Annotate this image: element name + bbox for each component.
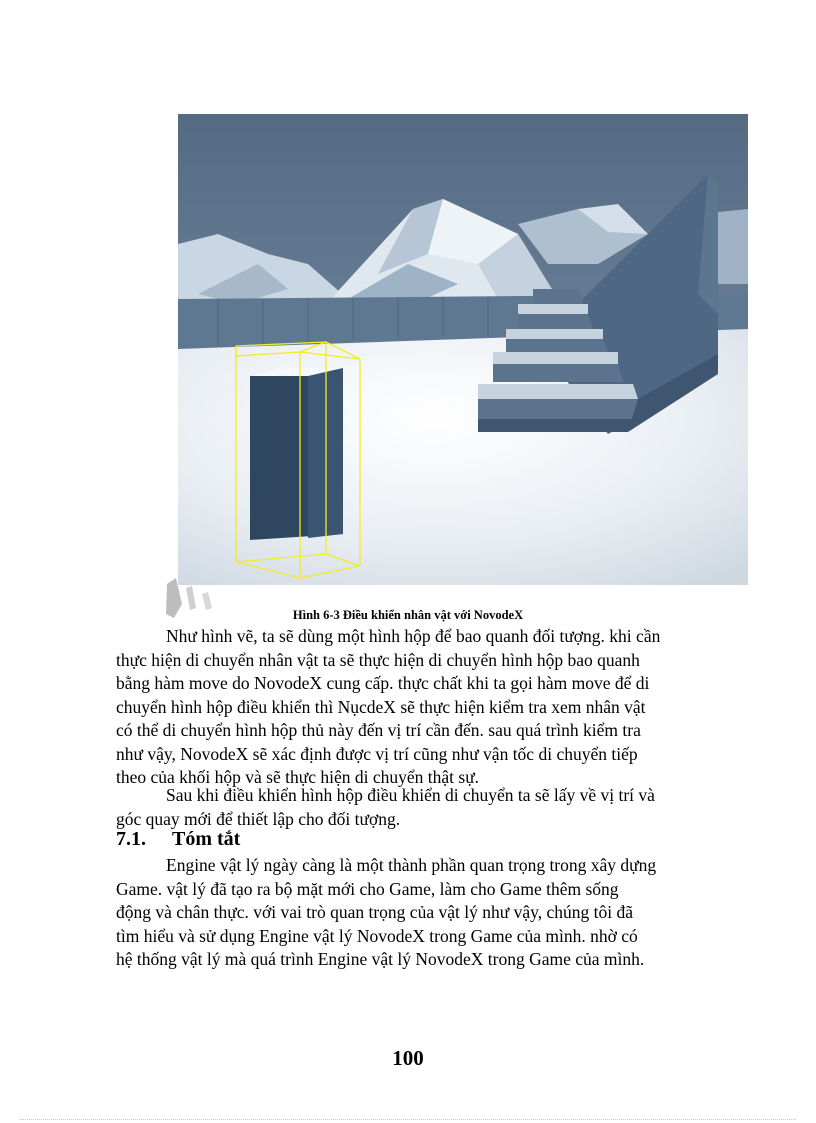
paragraph-line: như vậy, NovodeX sẽ xác định được vị trí cũng như vận tốc di chuyển tiếp — [116, 743, 638, 764]
paragraph-line: theo của khối hộp và sẽ thực hiện di chuyển thật sự. — [116, 767, 480, 787]
paragraph-3 — [116, 854, 698, 972]
section-heading — [116, 828, 240, 851]
section-number: 7.1. — [116, 828, 146, 850]
paragraph-line: Game. vật lý đã tạo ra bộ mặt mới cho Game, làm cho Game thêm sống — [116, 878, 619, 899]
3d-scene-image — [178, 114, 748, 585]
paragraph-line: bằng hàm move do NovodeX cung cấp. thực chất khi ta gọi hàm move để di — [116, 673, 650, 693]
paragraph-line: Sau khi điều khiển hình hộp điều khiển di chuyển ta sẽ lấy về vị trí và — [166, 785, 655, 805]
section-title: Tóm tắt — [172, 828, 241, 850]
paragraph-line: Engine vật lý ngày càng là một thành phần quan trọng trong xây dựng — [166, 855, 657, 875]
paragraph-line: thực hiện di chuyển nhân vật ta sẽ thực hiện di chuyển hình hộp bao quanh — [116, 649, 640, 670]
paragraph-line: tìm hiểu và sử dụng Engine vật lý NovodeX trong Game của mình. nhờ có — [116, 925, 638, 946]
paragraph-line: hệ thống vật lý mà quá trình Engine vật lý NovodeX trong Game của mình. — [116, 949, 645, 969]
figure-3d-scene — [178, 114, 748, 585]
box-character — [250, 368, 343, 540]
paragraph-line: động và chân thực. với vai trò quan trọng của vật lý như vậy, chúng tôi đã — [116, 902, 633, 922]
paragraph-line: chuyển hình hộp điều khiển thì NụcdeX sẽ thực hiện kiểm tra xem nhân vật — [116, 696, 646, 717]
page-number: 100 — [392, 1046, 424, 1070]
paragraph-1 — [116, 625, 698, 790]
paragraph-line: có thể di chuyển hình hộp thủ này đến vị trí cần đến. sau quá trình kiểm tra — [116, 720, 641, 740]
paragraph-line: góc quay mới để thiết lập cho đối tượng. — [116, 808, 401, 829]
paragraph-line: Như hình vẽ, ta sẽ dùng một hình hộp để bao quanh đối tượng. khi cần — [166, 626, 661, 646]
figure-caption: Hình 6-3 Điều khiển nhân vật với NovodeX — [292, 608, 524, 622]
paragraph-2 — [116, 784, 698, 831]
page-bottom-rule — [20, 1119, 796, 1120]
